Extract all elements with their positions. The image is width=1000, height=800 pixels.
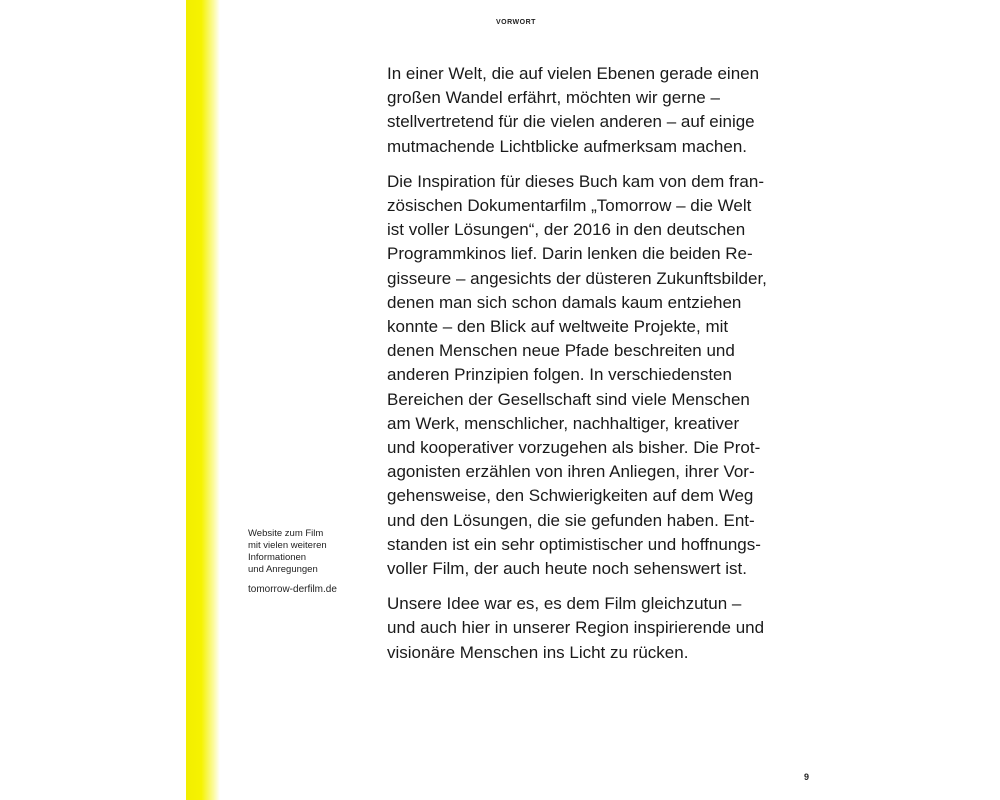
text-line: gehensweise, den Schwierigkeiten auf dem Weg: [387, 486, 754, 506]
paragraph-2: [387, 170, 789, 581]
sidenote: [248, 528, 358, 596]
text-line: agonisten erzählen von ihren Anliegen, ihrer Vor-: [387, 462, 755, 482]
text-line: großen Wandel erfährt, möchten wir gerne –: [387, 88, 720, 108]
text-line: und den Lösungen, die sie gefunden haben. Ent-: [387, 510, 755, 530]
text-line: anderen Prinzipien folgen. In verschiedensten: [387, 365, 732, 385]
text-line: Bereichen der Gesellschaft sind viele Menschen: [387, 389, 750, 409]
text-line: gisseure – angesichts der düsteren Zukunftsbilder,: [387, 268, 767, 288]
text-line: am Werk, menschlicher, nachhaltiger, kreativer: [387, 413, 740, 433]
text-line: standen ist ein sehr optimistischer und hoffnungs-: [387, 534, 761, 554]
text-line: zösischen Dokumentarfilm „Tomorrow – die Welt: [387, 196, 752, 216]
text-line: und auch hier in unserer Region inspirierende und: [387, 618, 765, 638]
text-line: In einer Welt, die auf vielen Ebenen gerade einen: [387, 64, 760, 83]
text-line: konnte – den Blick auf weltweite Projekte, mit: [387, 317, 729, 337]
text-line: Die Inspiration für dieses Buch kam von dem fran-: [387, 171, 765, 191]
text-line: Programmkinos lief. Darin lenken die beiden Re-: [387, 244, 753, 264]
text-line: stellvertretend für die vielen anderen – auf einige: [387, 112, 755, 132]
sidenote-line: Informationen: [248, 552, 307, 563]
text-line: voller Film, der auch heute noch sehenswert ist.: [387, 559, 748, 579]
section-label: VORWORT: [496, 19, 536, 26]
sidenote-line: Website zum Film: [248, 528, 324, 539]
text-line: Unsere Idee war es, es dem Film gleichzutun –: [387, 594, 742, 614]
text-line: mutmachende Lichtblicke aufmerksam machen.: [387, 136, 747, 156]
text-line: visionäre Menschen ins Licht zu rücken.: [387, 642, 689, 662]
page-number: 9: [804, 772, 810, 782]
yellow-accent-strip: [186, 0, 220, 800]
body-text: [387, 62, 789, 676]
sidenote-url: tomorrow-derfilm.de: [248, 584, 337, 595]
sidenote-line: und Anregungen: [248, 564, 318, 575]
text-line: und kooperativer vorzugehen als bisher. Die Prot-: [387, 438, 761, 458]
paragraph-1: [387, 62, 789, 159]
text-line: denen Menschen neue Pfade beschreiten und: [387, 341, 735, 361]
text-line: denen man sich schon damals kaum entziehen: [387, 292, 742, 312]
sidenote-line: mit vielen weiteren: [248, 540, 327, 551]
text-line: ist voller Lösungen“, der 2016 in den deutschen: [387, 220, 746, 240]
paragraph-3: [387, 592, 789, 665]
